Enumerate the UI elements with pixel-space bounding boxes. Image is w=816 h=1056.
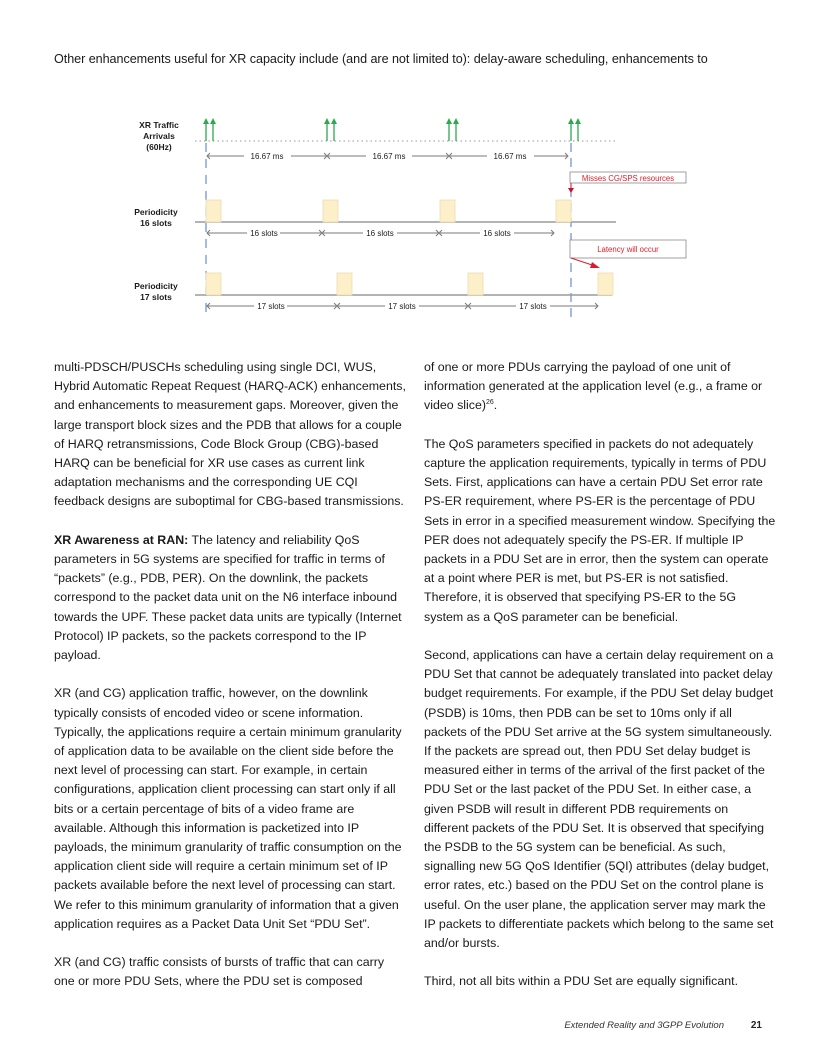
- right-column: [424, 358, 776, 992]
- heading-xr-awareness: XR Awareness at RAN:: [54, 532, 189, 547]
- paragraph: XR (and CG) application traffic, however, on the downlink typically consists of encoded video or scene information. Typically, the applications require a certain minimum granularity of application data to be available on the client side before the next level of processing can start. For example, in certain configurations, application client processing can start only if all bits or a certain percentage of bits of a video frame are available. Although this information is packetized into IP payloads, the minimum granularity of traffic consumption on the application client side will require a certain minimum set of IP packets available before the next level of processing can start. We refer to this minimum granularity of information that a given application requires as a Packet Data Unit Set “PDU Set”.: [54, 686, 402, 931]
- left-column: [54, 358, 406, 992]
- slots17-interval-label: 17 slots: [257, 302, 285, 311]
- svg-text:Periodicity: Periodicity: [134, 207, 178, 217]
- xr-traffic-periodicity-figure: [0, 100, 816, 330]
- row-label-arrivals: [139, 120, 179, 152]
- row-label-periodicity-16: [134, 207, 178, 228]
- slots17-interval-label: 17 slots: [519, 302, 547, 311]
- paragraph-text: The latency and reliability QoS parameters in 5G systems are specified for traffic in terms of “packets” (e.g., PDB, PER). On the downlink, the packets correspond to the packet data unit on the N6 interface inbound towards the UPF. These packet data units are typically (Internet Protocol) IP packets, so the packets correspond to the IP payload.: [54, 532, 402, 663]
- paragraph-end: .: [493, 398, 498, 413]
- slots17-interval-label: 17 slots: [388, 302, 416, 311]
- paragraph: multi-PDSCH/PUSCHs scheduling using single DCI, WUS, Hybrid Automatic Repeat Request (HARQ-ACK) enhancements, and enhancements to measurement gaps. Moreover, given the large transport block sizes and the PDB that allows for a couple of HARQ retransmissions, Code Block Group (CBG)-based HARQ can be beneficial for XR use cases as current link adaptation mechanisms and the corresponding UE CQI feedback designs are suboptimal for CBG-based transmissions.: [54, 360, 406, 509]
- svg-text:Periodicity: Periodicity: [134, 281, 178, 291]
- latency-arrow-head-icon: [590, 262, 600, 268]
- ms-interval-label: 16.67 ms: [493, 152, 527, 161]
- paragraph: XR (and CG) traffic consists of bursts of traffic that can carry one or more PDU Sets, where the PDU set is composed: [54, 955, 385, 989]
- ms-interval-label: 16.67 ms: [250, 152, 284, 161]
- slots16-interval-label: 16 slots: [483, 229, 511, 238]
- periodicity-16-resources: [206, 200, 571, 222]
- paragraph: Second, applications can have a certain delay requirement on a PDU Set that cannot be adequately translated into packet delay budget requirements. For example, if the PDU Set delay budget (PSDB) is 10ms, then PDB can be set to 10ms only if all packets of the PDU Set arrive at the 5G system simultaneously. If the packets are spread out, then PDU Set delay budget is measured either in terms of the arrival of the first packet of the PDU Set or the last packet of the PDU Set. In either case, a given PSDB will result in different PDB requirements on different packets of the PDU Set. It is observed that specifying the PSDB to the 5G system can be beneficial. As such, signalling new 5G QoS Identifier (5QI) attributes (delay budget, error rates, etc.) based on the PDU Set on the control plane is useful. On the user plane, the application server may mark the IP packets to differentiate packets which belong to the same set and/or bursts.: [424, 648, 774, 951]
- svg-text:Arrivals: Arrivals: [143, 131, 175, 141]
- misses-cg-sps-label: Misses CG/SPS resources: [581, 174, 675, 183]
- footer-document-title: Extended Reality and 3GPP Evolution: [564, 1020, 724, 1031]
- paragraph-xr-awareness: [54, 531, 406, 665]
- svg-text:XR Traffic: XR Traffic: [139, 120, 179, 130]
- slots16-interval-label: 16 slots: [250, 229, 278, 238]
- intro-paragraph: Other enhancements useful for XR capacity include (and are not limited to): delay-aware scheduling, enhancements to: [54, 52, 708, 66]
- svg-text:16 slots: 16 slots: [140, 218, 172, 228]
- arrival-arrows: [203, 118, 581, 141]
- paragraph: The QoS parameters specified in packets do not adequately capture the application requirements, typically in terms of PDU Sets. First, applications can have a certain PDU Set error rate PS-ER requirement, where PS-ER is the percentage of PDU Sets in error in a specified measurement window. Specifying the PER does not adequately specify the PS-ER. If multiple IP packets in a PDU Set are in error, then the system can operate at a point where PER is met, but PS-ER is not satisfied. Therefore, it is observed that specifying PS-ER to the 5G system as a QoS parameter can be beneficial.: [424, 436, 776, 624]
- paragraph: [424, 358, 776, 416]
- svg-text:17 slots: 17 slots: [140, 292, 172, 302]
- page-footer: [0, 1020, 816, 1036]
- paragraph: Third, not all bits within a PDU Set are equally significant.: [424, 974, 739, 989]
- ms-interval-label: 16.67 ms: [372, 152, 406, 161]
- footnote-reference[interactable]: 26: [485, 399, 494, 407]
- slots16-interval-label: 16 slots: [366, 229, 394, 238]
- timing-diagram: [0, 100, 816, 330]
- svg-text:(60Hz): (60Hz): [146, 142, 172, 152]
- row-label-periodicity-17: [134, 281, 178, 302]
- latency-label: Latency will occur: [597, 245, 659, 254]
- periodicity-17-resources: [206, 273, 613, 295]
- paragraph-text: of one or more PDUs carrying the payload of one unit of information generated at the application level (e.g., a frame or video slice): [424, 360, 763, 413]
- page-number: 21: [750, 1020, 762, 1031]
- miss-down-arrow-icon: [568, 188, 574, 193]
